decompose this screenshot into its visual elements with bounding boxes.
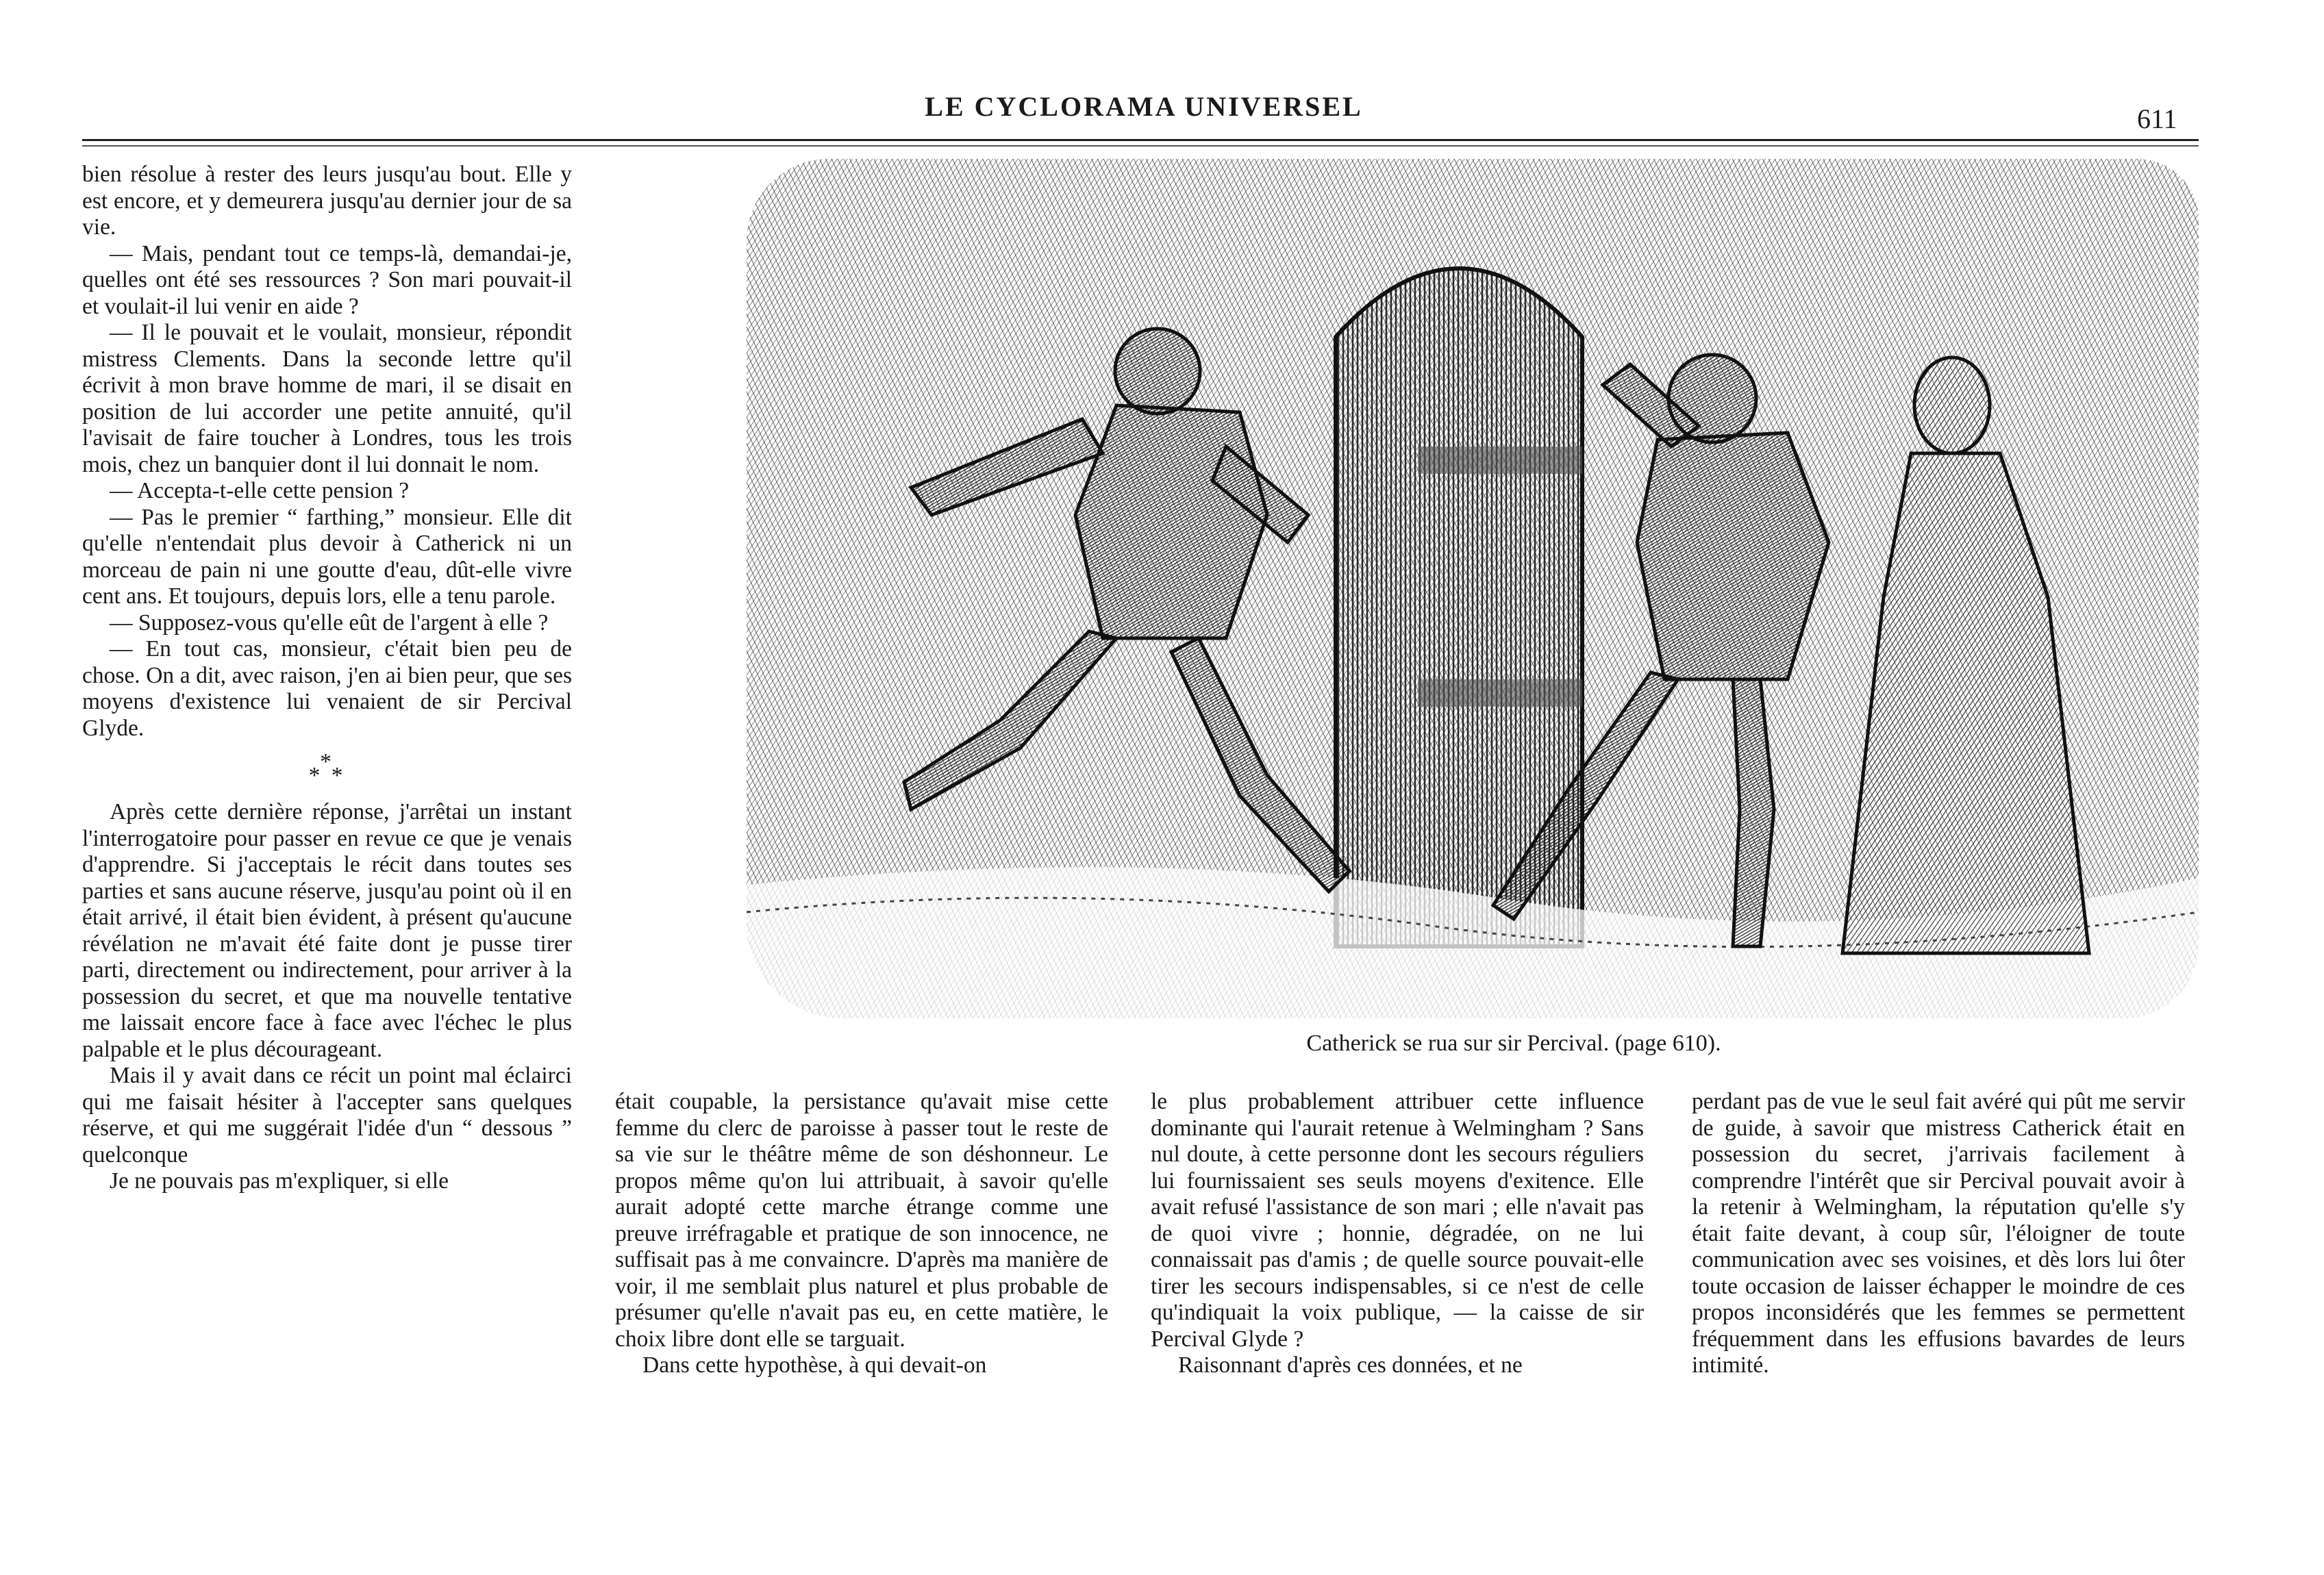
header-rule [82, 139, 2199, 147]
paragraph: Raisonnant d'après ces données, et ne [1178, 1352, 1523, 1378]
paragraph: Dans cette hypothèse, à qui devait-on [642, 1352, 987, 1378]
section-asterism: * * * [308, 749, 346, 788]
text-column-3 [1151, 1089, 1644, 1379]
paragraph: — Mais, pendant tout ce temps-là, demandai-je, quelles ont été ses ressources ? Son mari pouvait-il et voulait-il lui venir en aide ? [82, 240, 572, 319]
paragraph: était coupable, la persistance qu'avait mise cette femme du clerc de paroisse à passer tout le reste de sa vie sur le théâtre même de son déshonneur. Le propos même qu'on lui attribuait, à savoir qu'elle aurait adopté cette marche étrange comme une preuve irréfragable et pratique de son innocence, ne suffisait pas à me convaincre. D'après ma manière de voir, il me semblait plus naturel et plus probable de présumer qu'elle n'avait pas eu, en cette matière, le choix libre dont elle se targuait. [615, 1089, 1108, 1352]
paragraph: — Supposez-vous qu'elle eût de l'argent à elle ? [110, 609, 549, 635]
paragraph: Après cette dernière réponse, j'arrêtai un instant l'interrogatoire pour passer en revue ce que je venais d'apprendre. Si j'acceptais le récit dans toutes ses parties et sans aucune réserve, jusqu'au point où il en était arrivé, il était bien évident, à présent qu'aucune révélation ne m'avait été faite dont je pusse tirer parti, directement ou indirectement, pour arriver à la possession du secret, et que ma nouvelle tentative me laissait encore face à face avec l'échec le plus palpable et le plus décourageant. [82, 799, 572, 1062]
paragraph: — Il le pouvait et le voulait, monsieur, répondit mistress Clements. Dans la seconde lettre qu'il écrivit à mon brave homme de mari, il se disait en position de lui accorder une petite annuité, qu'il l'avisait de faire toucher à Londres, tous les trois mois, chez un banquier dont il lui donnait le nom. [82, 320, 572, 477]
paragraph: — Accepta-t-elle cette pension ? [110, 478, 410, 503]
paragraph: le plus probablement attribuer cette influence dominante qui l'aurait retenue à Welmingham ? Sans nul doute, à cette personne dont les secours réguliers lui fournissaient ses seuls moyens d'exitence. Elle avait refusé l'assistance de son mari ; elle n'avait pas de quoi vivre ; honnie, dégradée, on ne lui connaissait pas d'amis ; de quelle source pouvait-elle tirer les secours indispensables, si ce n'est de celle qu'indiquait la voix publique, — la caisse de sir Percival Glyde ? [1151, 1089, 1644, 1352]
journal-title: LE CYCLORAMA UNIVERSEL [925, 91, 1363, 122]
text-column-1 [82, 162, 572, 1195]
paragraph: bien résolue à rester des leurs jusqu'au bout. Elle y est encore, et y demeurera jusqu'au dernier jour de sa vie. [82, 162, 572, 240]
paragraph: — En tout cas, monsieur, c'était bien peu de chose. On a dit, avec raison, j'en ai bien peur, que ses moyens d'existence lui venaient de sir Percival Glyde. [82, 636, 572, 741]
page-number: 611 [2137, 103, 2177, 134]
illustration-caption: Catherick se rua sur sir Percival. (page 610). [1306, 1031, 1721, 1056]
paragraph: Mais il y avait dans ce récit un point mal éclairci qui me faisait hésiter à l'accepter sans quelques réserve, et qui me suggérait l'idée d'un “ dessous ” quelconque [82, 1063, 572, 1168]
paragraph: — Pas le premier “ farthing,” monsieur. Elle dit qu'elle n'entendait plus devoir à Catherick ni un morceau de pain ni une goutte d'eau, dût-elle vivre cent ans. Et toujours, depuis lors, elle a tenu parole. [82, 504, 572, 609]
paragraph: Je ne pouvais pas m'expliquer, si elle [110, 1168, 449, 1194]
text-column-2 [615, 1089, 1108, 1379]
engraving-figure-scene [747, 159, 2199, 1018]
engraving-illustration [747, 159, 2199, 1018]
text-column-4 [1692, 1089, 2185, 1379]
paragraph: perdant pas de vue le seul fait avéré qui pût me servir de guide, à savoir que mistress Catherick était en possession du secret, j'arrivais facilement à comprendre l'intérêt que sir Percival pouvait avoir à la retenir à Welmingham, la réputation qu'elle s'y était faite devant, à coup sûr, l'éloigner de toute communication avec ses voisines, et dès lors lui ôter toute occasion de laisser échapper le moindre de ces propos inconsidérés que les femmes se permettent fréquemment dans les effusions bavardes de leurs intimité. [1692, 1089, 2185, 1378]
